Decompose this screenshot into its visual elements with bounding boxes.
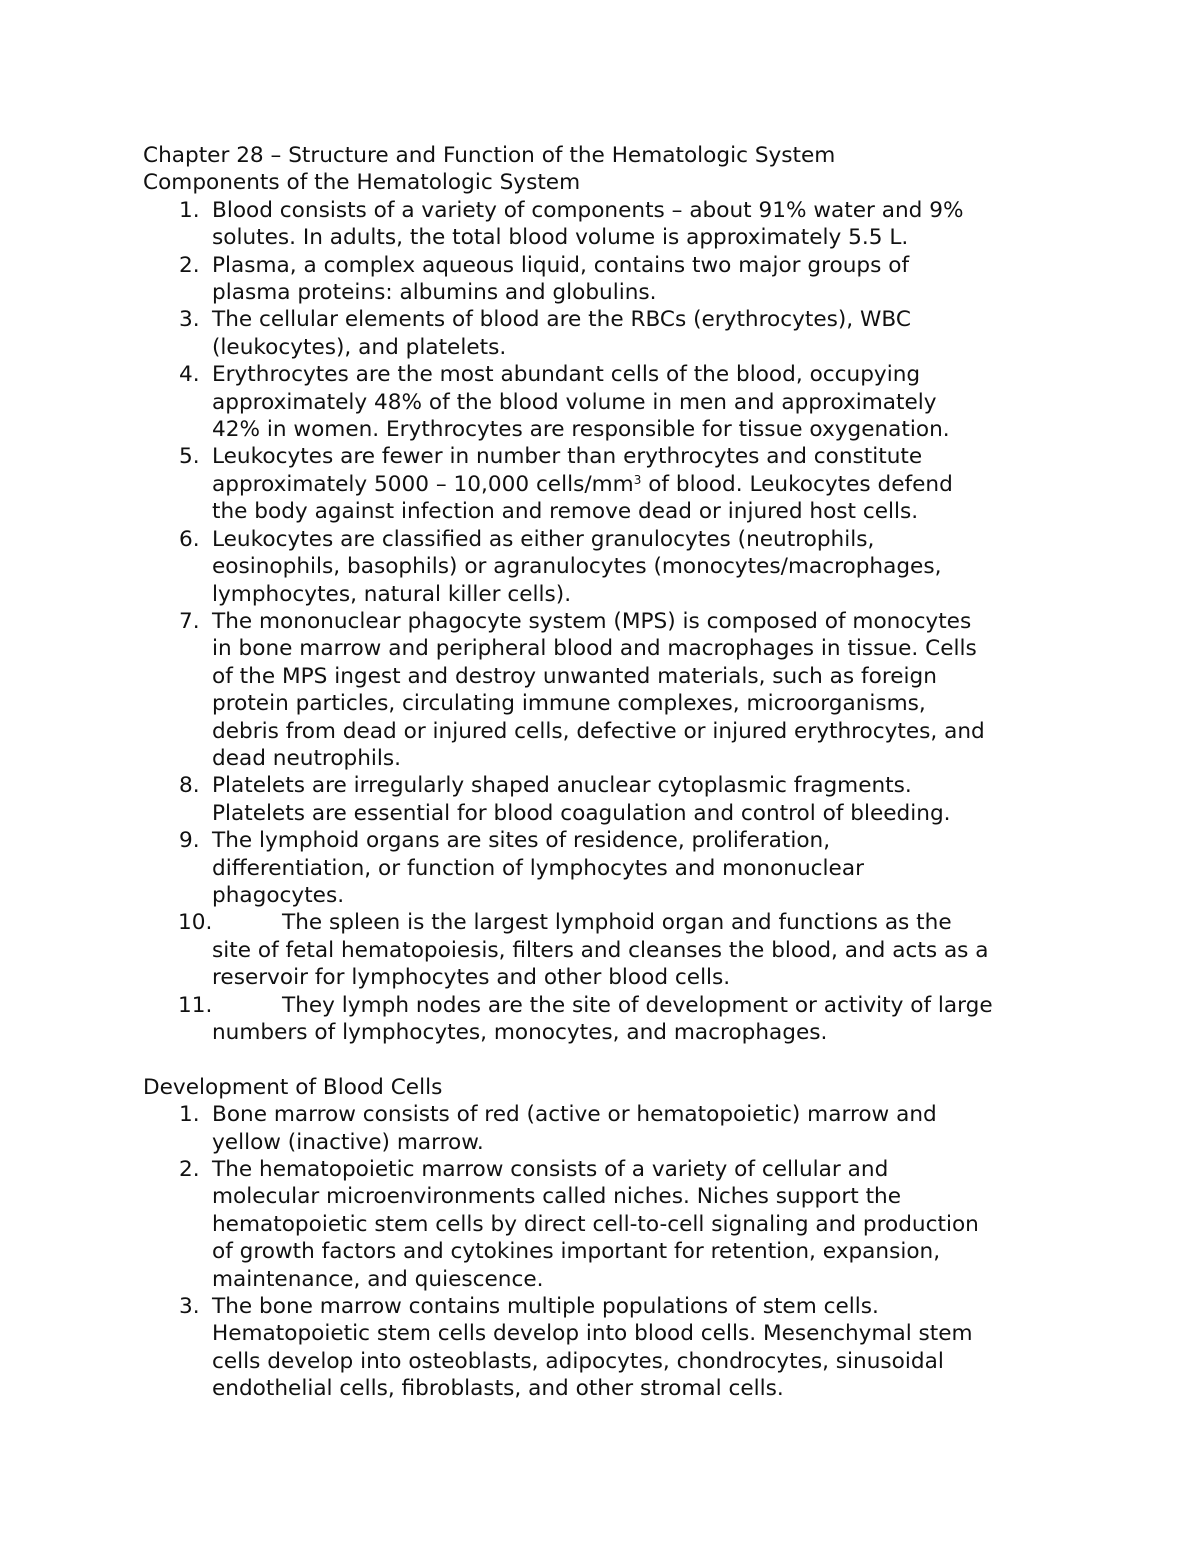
list-item-line: solutes. In adults, the total blood volume is approximately 5.5 L. [212,225,909,251]
list-item-line: cells develop into osteoblasts, adipocytes, chondrocytes, sinusoidal [212,1348,944,1374]
list-item-line: phagocytes. [212,882,345,908]
list-item [143,909,1073,991]
list-item-line: The mononuclear phagocyte system (MPS) is composed of monocytes [212,608,972,634]
list-item-line: of growth factors and cytokines important for retention, expansion, [212,1239,941,1265]
list-item-line-part: approximately 5000 – 10,000 cells/mm [212,471,634,497]
list-item [143,827,1073,909]
list-number: 10. [178,910,213,936]
list-item-line: in bone marrow and peripheral blood and macrophages in tissue. Cells [212,636,977,662]
document-title: Chapter 28 – Structure and Function of the Hematologic System [143,143,836,168]
list-item-line: Blood consists of a variety of components – about 91% water and 9% [212,197,964,223]
list-item [143,992,1073,1047]
development-list [143,1101,1073,1402]
list-item-line: Hematopoietic stem cells develop into blood cells. Mesenchymal stem [212,1321,973,1347]
list-item-line: eosinophils, basophils) or agranulocytes (monocytes/macrophages, [212,554,942,580]
list-item [143,252,1073,307]
section-heading-development: Development of Blood Cells [143,1074,443,1100]
list-item-line: Platelets are essential for blood coagulation and control of bleeding. [212,800,951,826]
list-number: 7. [179,608,200,634]
list-number: 1. [179,1102,200,1128]
list-item-line: Bone marrow consists of red (active or hematopoietic) marrow and [212,1102,937,1128]
list-item-line-part: of blood. Leukocytes defend [641,471,953,497]
list-item-line: endothelial cells, fibroblasts, and other stromal cells. [212,1376,784,1402]
list-item-line: The bone marrow contains multiple populations of stem cells. [212,1294,879,1320]
list-item-line: dead neutrophils. [212,745,402,771]
components-list [143,197,1073,1047]
list-item-line: hematopoietic stem cells by direct cell-to-cell signaling and production [212,1211,979,1237]
list-number: 5. [179,444,200,470]
list-number: 8. [179,773,200,799]
list-item-line: lymphocytes, natural killer cells). [212,581,572,607]
list-item-line [212,471,1073,498]
list-item [143,526,1073,608]
list-item-line: yellow (inactive) marrow. [212,1129,484,1155]
list-item-line: The cellular elements of blood are the RBCs (erythrocytes), WBC [212,307,911,333]
list-item-line: The hematopoietic marrow consists of a variety of cellular and [212,1157,889,1183]
list-item [143,443,1073,525]
list-item [143,1101,1073,1156]
list-item-line: debris from dead or injured cells, defective or injured erythrocytes, and [212,718,985,744]
list-number: 4. [179,362,200,388]
list-item-line: plasma proteins: albumins and globulins. [212,280,657,306]
list-item-line: 42% in women. Erythrocytes are responsible for tissue oxygenation. [212,417,950,443]
list-item [143,306,1073,361]
list-item-line: Erythrocytes are the most abundant cells of the blood, occupying [212,362,921,388]
list-number: 2. [179,1157,200,1183]
list-number: 2. [179,252,200,278]
list-item [143,608,1073,772]
list-item-line: (leukocytes), and platelets. [212,334,507,360]
list-item [143,772,1073,827]
paragraph-spacer [143,1046,1073,1073]
list-item-line: site of fetal hematopoiesis, filters and cleanses the blood, and acts as a [212,937,989,963]
list-item-line: protein particles, circulating immune complexes, microorganisms, [212,691,926,717]
list-item [143,1156,1073,1293]
list-item-line: They lymph nodes are the site of development or activity of large [282,992,993,1018]
list-item [143,197,1073,252]
list-number: 3. [179,307,200,333]
list-item-line: of the MPS ingest and destroy unwanted materials, such as foreign [212,663,937,689]
list-item-line: numbers of lymphocytes, monocytes, and macrophages. [212,1020,828,1045]
document-body [143,142,1073,1403]
list-item-line: approximately 48% of the blood volume in men and approximately [212,389,937,415]
list-item-line: reservoir for lymphocytes and other blood cells. [212,965,731,991]
list-item-line: the body against infection and remove dead or injured host cells. [212,499,919,525]
list-item-line: Platelets are irregularly shaped anuclear cytoplasmic fragments. [212,773,912,799]
list-item-line: The lymphoid organs are sites of residence, proliferation, [212,828,831,854]
list-item-line: molecular microenvironments called niches. Niches support the [212,1184,902,1210]
list-item [143,1293,1073,1403]
list-item-line: Leukocytes are fewer in number than erythrocytes and constitute [212,444,923,470]
list-number: 6. [179,526,200,552]
list-number: 1. [179,197,200,223]
section-heading-components: Components of the Hematologic System [143,170,581,196]
list-item-line: The spleen is the largest lymphoid organ and functions as the [282,910,952,936]
list-item-line: Leukocytes are classified as either granulocytes (neutrophils, [212,526,875,552]
list-item-line: maintenance, and quiescence. [212,1266,544,1292]
list-item [143,361,1073,443]
list-number: 11. [178,992,213,1018]
list-item-line: differentiation, or function of lymphocytes and mononuclear [212,855,864,881]
list-number: 3. [179,1294,200,1320]
list-number: 9. [179,828,200,854]
superscript: 3 [633,472,642,487]
list-item-line: Plasma, a complex aqueous liquid, contains two major groups of [212,252,910,278]
